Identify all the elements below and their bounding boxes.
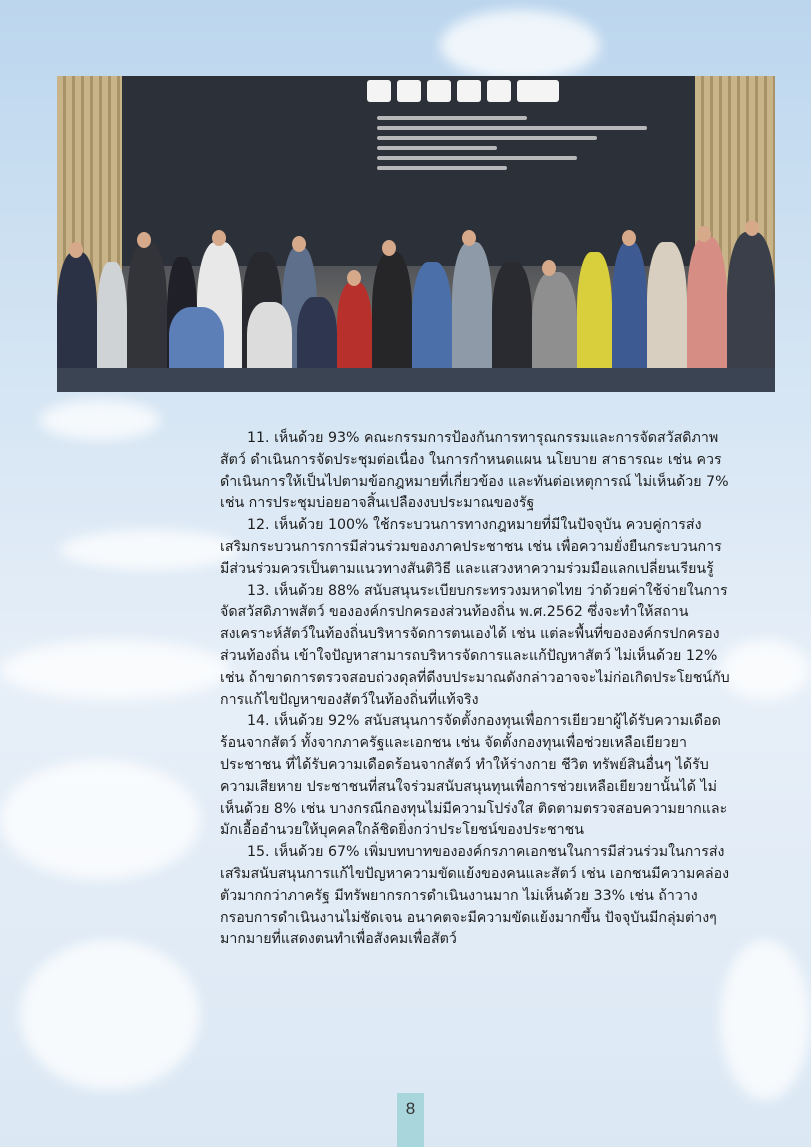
cloud-decoration bbox=[20, 940, 200, 1090]
body-text bbox=[220, 428, 730, 951]
paragraph-13: 13. เห็นด้วย 88% สนับสนุนระเบียบกระทรวงมหาดไทย ว่าด้วยค่าใช้จ่ายในการจัดสวัสดิภาพสัตว์ ขององค์กรปกครองส่วนท้องถิ่น พ.ศ.2562 ซึ่งจะทำให้สถานสงเคราะห์สัตว์ในท้องถิ่นบริหารจัดการตนเองได้ เช่น แต่ละพื้นที่ขององค์กรปกครองส่วนท้องถิ่น เข้าใจปัญหาสามารถบริหารจัดการและแก้ปัญหาสัตว์ ไม่เห็นด้วย 12% เช่น ถ้าขาดการตรวจสอบถ่วงดุลที่ดีงบประมาณดังกล่าวอาจจะไม่ก่อเกิดประโยชน์กับการแก้ไขปัญหาของสัตว์ในท้องถิ่นที่แท้จริง bbox=[220, 582, 730, 708]
logo-image bbox=[397, 80, 421, 102]
cloud-decoration bbox=[720, 640, 810, 700]
logo-image bbox=[517, 80, 559, 102]
logo-image bbox=[427, 80, 451, 102]
cloud-decoration bbox=[720, 940, 810, 1100]
paragraph-11: 11. เห็นด้วย 93% คณะกรรมการป้องกันการทารุณกรรมและการจัดสวัสดิภาพสัตว์ ดำเนินการจัดประชุมต่อเนื่อง ในการกำหนดแผน นโยบาย สาธารณะ เช่น ควรดำเนินการให้เป็นไปตามข้อกฎหมายที่เกี่ยวข้อง และทันต่อเหตุการณ์ ไม่เห็นด้วย 7% เช่น การประชุมบ่อยอาจสิ้นเปลืองงบประมาณของรัฐ bbox=[220, 430, 729, 512]
page-number: 8 bbox=[397, 1093, 424, 1147]
group-photo bbox=[57, 76, 775, 392]
cloud-decoration bbox=[0, 760, 200, 880]
logo-image bbox=[487, 80, 511, 102]
cloud-decoration bbox=[40, 400, 160, 440]
paragraph-15: 15. เห็นด้วย 67% เพิ่มบทบาทขององค์กรภาคเอกชนในการมีส่วนร่วมในการส่งเสริมสนับสนุนการแก้ไขปัญหาความขัดแย้งของคนและสัตว์ เช่น เอกชนมีความคล่องตัวมากกว่าภาครัฐ มีทรัพยากรการดำเนินงานมาก ไม่เห็นด้วย 33% เช่น ถ้าวางกรอบการดำเนินงานไม่ชัดเจน อนาคตจะมีความขัดแย้งมากขึ้น ปัจจุบันมีกลุ่มต่างๆ มากมายที่แสดงตนทำเพื่อสังคมเพื่อสัตว์ bbox=[220, 844, 730, 948]
cloud-decoration bbox=[440, 10, 600, 80]
crowd bbox=[57, 212, 775, 392]
logo-image bbox=[367, 80, 391, 102]
cloud-decoration bbox=[0, 640, 230, 700]
cloud-decoration bbox=[60, 530, 240, 570]
paragraph-12: 12. เห็นด้วย 100% ใช้กระบวนการทางกฎหมายที่มีในปัจจุบัน ควบคู่การส่งเสริมกระบวนการการมีส่วนร่วมของภาคประชาชน เช่น เพื่อความยั่งยืนกระบวนการมีส่วนร่วมควรเป็นตามแนวทางสันติวิธี และแสวงหาความร่วมมือแลกเปลี่ยนเรียนรู้ bbox=[220, 517, 722, 577]
logo-image bbox=[457, 80, 481, 102]
floor bbox=[57, 368, 775, 392]
paragraph-14: 14. เห็นด้วย 92% สนับสนุนการจัดตั้งกองทุนเพื่อการเยียวยาผู้ได้รับความเดือดร้อนจากสัตว์ ทั้งจากภาครัฐและเอกชน เช่น จัดตั้งกองทุนเพื่อช่วยเหลือเยียวยาประชาชน ที่ได้รับความเดือดร้อนจากสัตว์ ทำให้ร่างกาย ชีวิต ทรัพย์สินอื่นๆ ได้รับความเสียหาย ประชาชนที่สนใจร่วมสนับสนุนทุนเพื่อการช่วยเหลือเยียวยานั้นได้ ไม่เห็นด้วย 8% เช่น บางกรณีกองทุนไม่มีความโปร่งใส ติดตามตรวจสอบความยากและมักเอื้ออำนวยให้บุคคลใกล้ชิดยิ่งกว่าประโยชน์ของประชาชน bbox=[220, 713, 728, 839]
logo-row bbox=[367, 80, 559, 102]
